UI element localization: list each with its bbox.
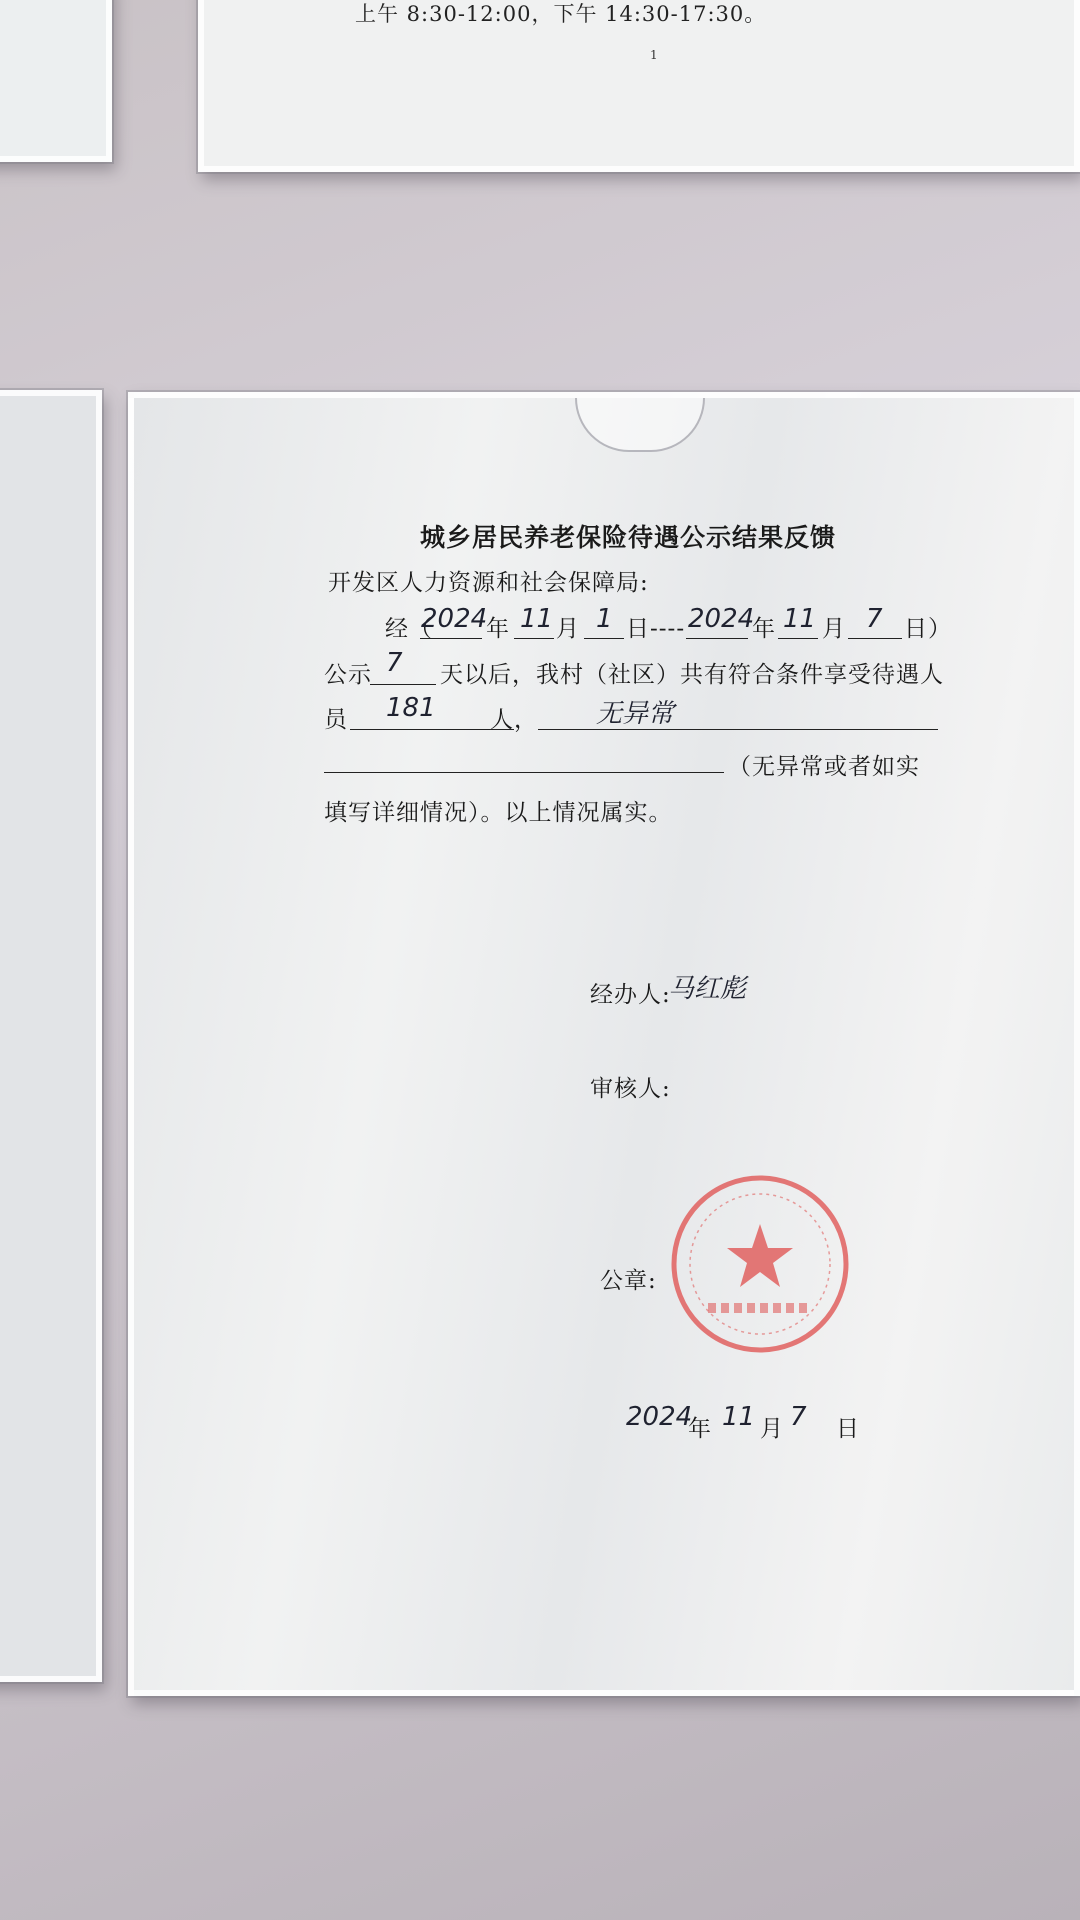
end-month-handwritten: 11 [783,604,817,634]
end-day-label: 日） [904,616,952,642]
count-handwritten: 181 [386,693,436,723]
end-month-label: 月 [822,616,846,642]
confirmation-text: 填写详细情况）。以上情况属实。 [324,800,673,826]
start-year-label: 年 [486,616,510,642]
office-hours-text: 上午 8:30-12:00，下午 14:30-17:30。 [355,2,767,26]
document-title: 城乡居民养老保险待遇公示结果反馈 [420,523,837,552]
sign-day-label: 日 [836,1416,860,1442]
end-year-label: 年 [752,616,776,642]
period-prefix: 经（ [385,616,433,642]
end-year-handwritten: 2024 [688,604,755,634]
count-prefix: 员 [324,707,348,733]
seal-label: 公章: [600,1268,657,1294]
sign-month-handwritten: 11 [722,1402,756,1432]
start-month-label: 月 [556,616,580,642]
handler-label: 经办人: [590,982,671,1008]
end-year-line [686,638,748,639]
start-day-handwritten: 1 [596,604,613,634]
end-day-handwritten: 7 [866,604,883,634]
start-year-handwritten: 2024 [421,604,488,634]
reviewer-label: 审核人: [590,1076,671,1102]
start-day-line [584,638,624,639]
days-line [370,684,436,685]
sign-month-label: 月 [760,1416,784,1442]
sign-year-handwritten: 2024 [626,1402,693,1432]
official-seal-stamp [668,1172,852,1356]
status-handwritten: 无异常 [596,699,675,729]
start-day-label: 日---- [626,616,686,642]
detail-line [324,772,724,773]
days-handwritten: 7 [386,648,403,678]
start-month-line [514,638,554,639]
publicity-suffix: 天以后，我村（社区）共有符合条件享受待遇人 [440,662,944,688]
sign-day-handwritten: 7 [790,1402,807,1432]
page-number: 1 [650,48,658,62]
publicity-prefix: 公示 [324,662,372,688]
start-year-line [420,638,482,639]
start-month-handwritten: 11 [520,604,554,634]
addressee: 开发区人力资源和社会保障局: [328,570,649,596]
handler-signature: 马红彪 [668,974,747,1004]
detail-suffix: （无异常或者如实 [728,754,920,780]
count-suffix: 人， [490,707,538,733]
sign-year-label: 年 [688,1416,712,1442]
end-day-line [848,638,902,639]
end-month-line [778,638,818,639]
